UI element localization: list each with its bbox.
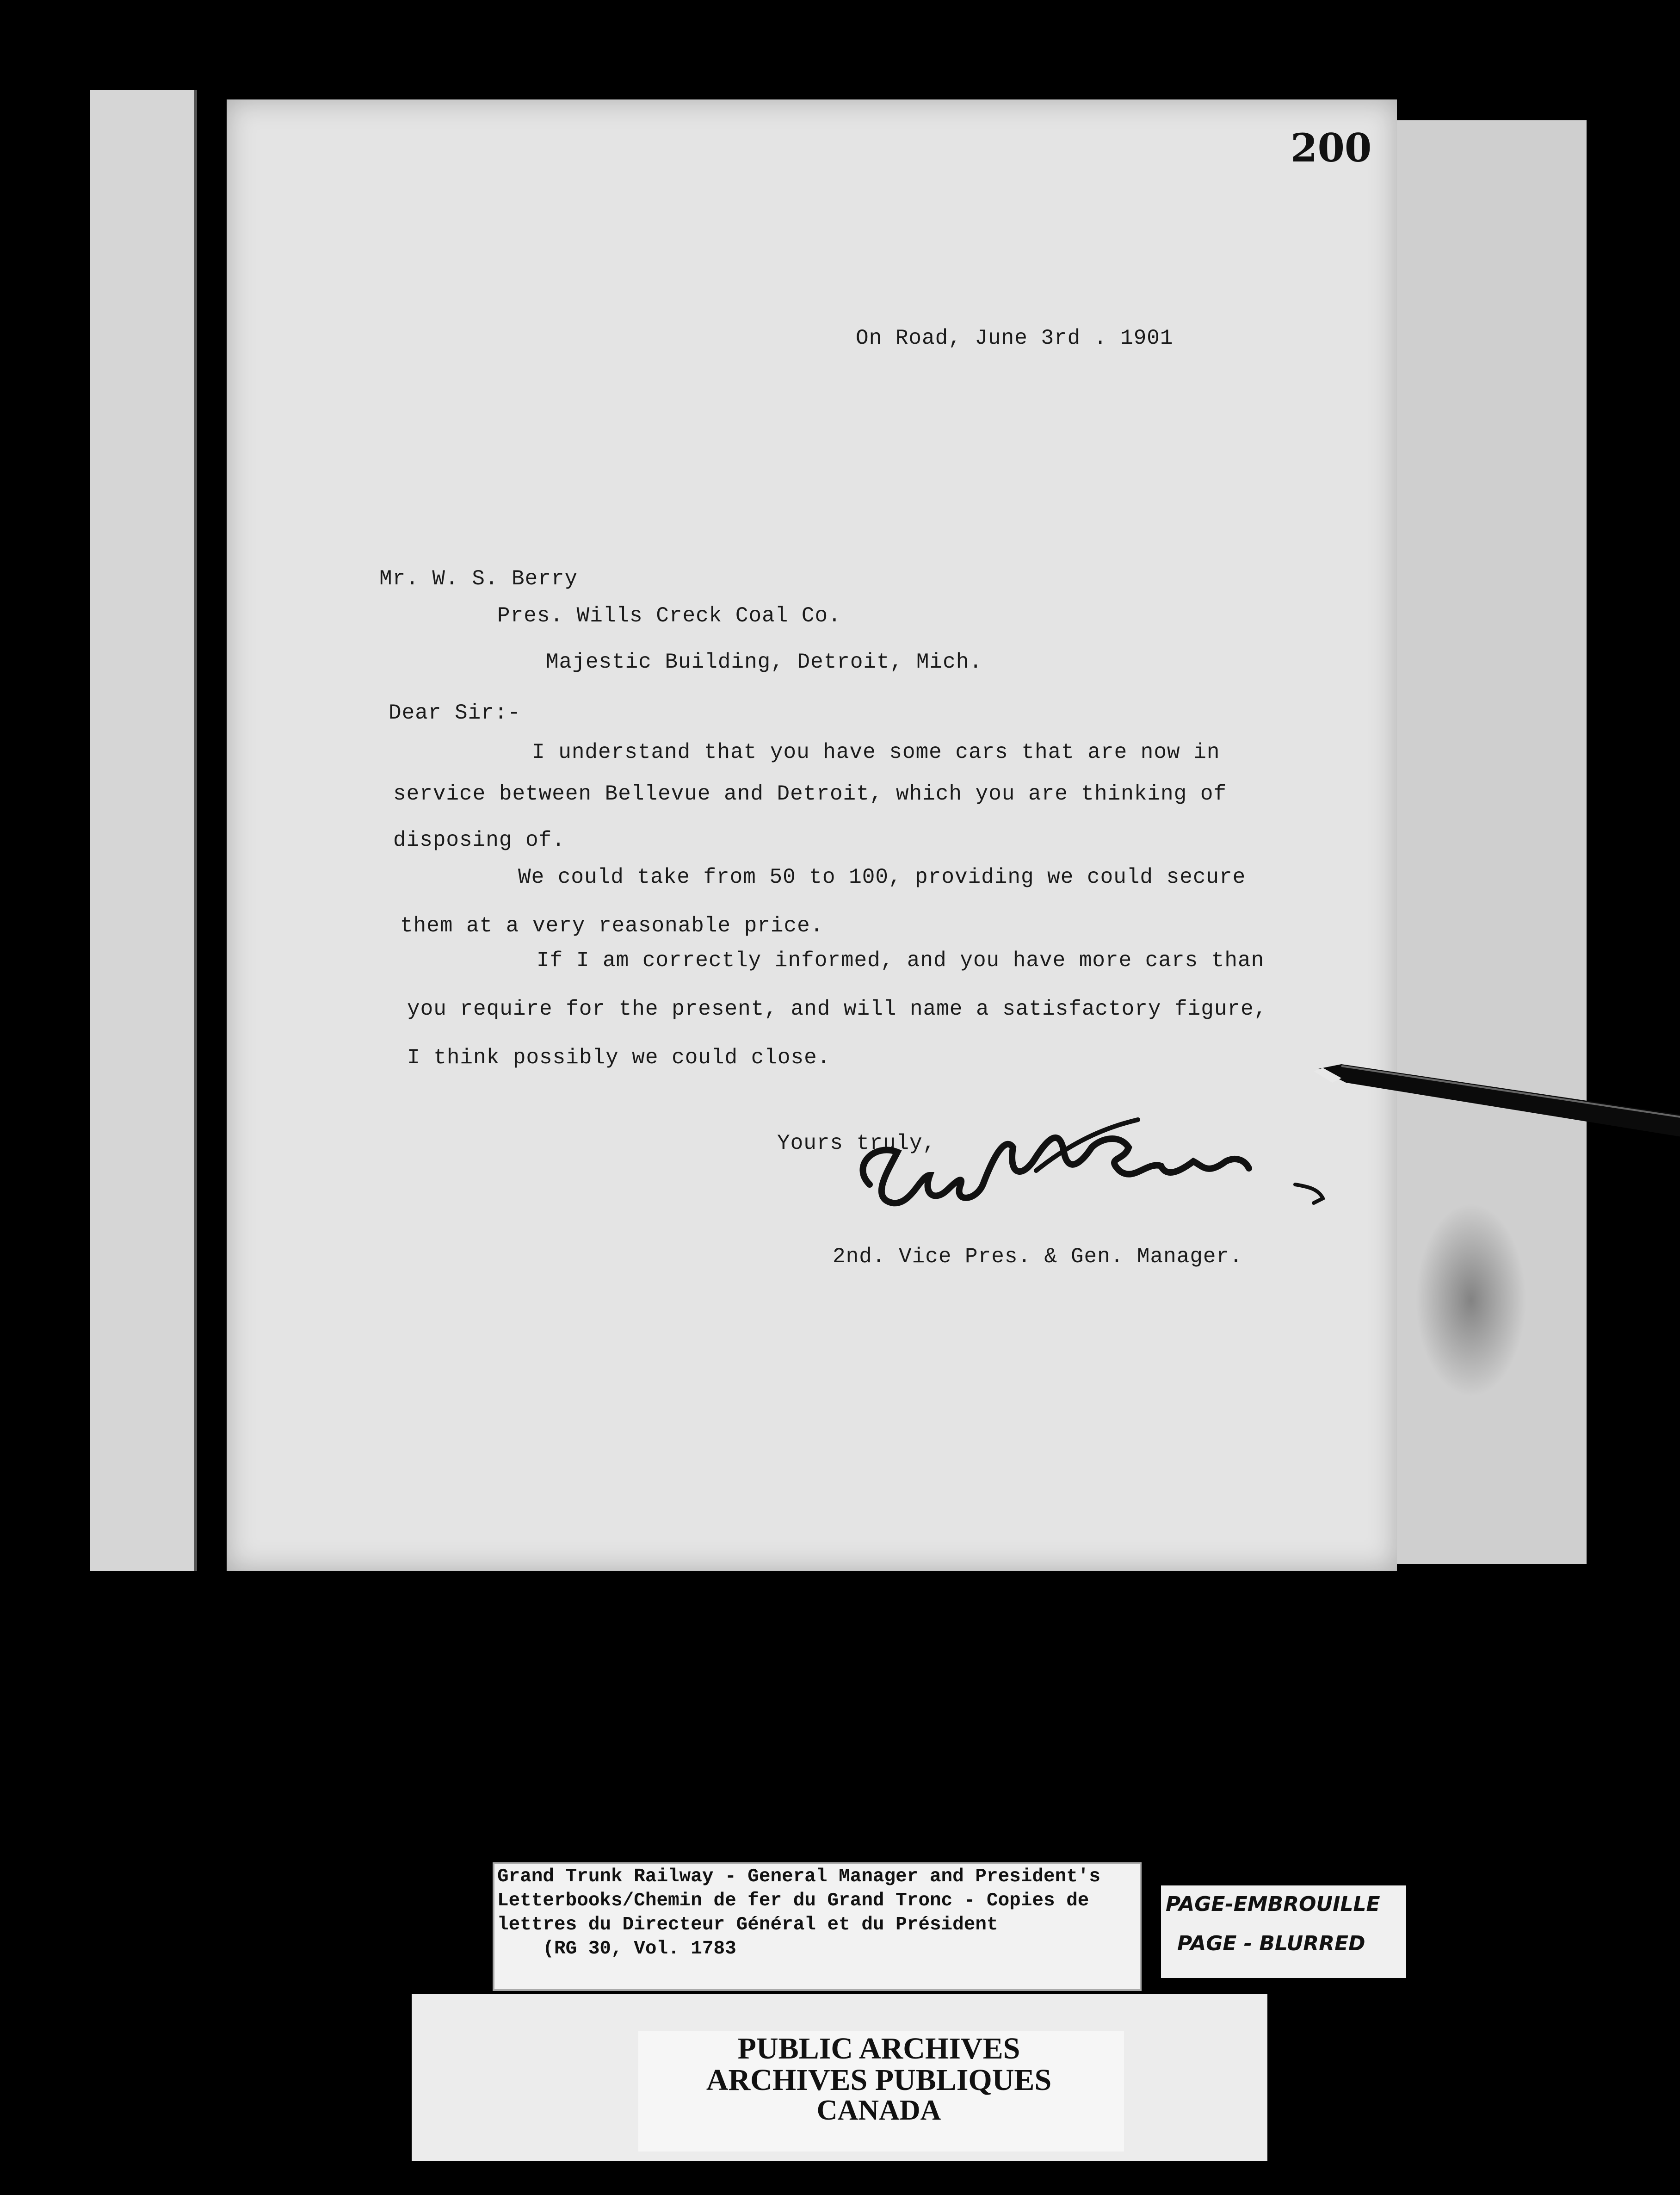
body-line: you require for the present, and will name a satisfactory figure, [407, 997, 1267, 1021]
left-page-edge [90, 90, 197, 1571]
body-line: service between Bellevue and Detroit, which you are thinking of [393, 782, 1227, 806]
body-line: If I am correctly informed, and you have more cars than [537, 949, 1265, 973]
pointer-pen [1314, 1060, 1680, 1152]
closing: Yours truly, [777, 1131, 936, 1155]
signature-title: 2nd. Vice Pres. & Gen. Manager. [833, 1245, 1243, 1269]
archives-line2: ARCHIVES PUBLIQUES [706, 2063, 1052, 2097]
salutation: Dear Sir:- [389, 701, 521, 725]
body-line: disposing of. [393, 828, 565, 852]
page-smudge [1415, 1203, 1526, 1397]
recipient-title: Pres. Wills Creck Coal Co. [497, 604, 841, 628]
page-number: 200 [1291, 125, 1372, 171]
archive-caption-text [497, 1865, 1136, 1961]
handwritten-note-line2: PAGE - BLURRED [1177, 1932, 1365, 1955]
caption-line: Grand Trunk Railway - General Manager and President's [497, 1866, 1101, 1887]
body-line: We could take from 50 to 100, providing we could secure [518, 865, 1246, 889]
caption-line: Letterbooks/Chemin de fer du Grand Tronc - Copies de [497, 1890, 1089, 1911]
recipient-address: Majestic Building, Detroit, Mich. [546, 650, 982, 674]
caption-line: lettres du Directeur Général et du Président [497, 1914, 998, 1935]
caption-line: (RG 30, Vol. 1783 [497, 1938, 736, 1959]
recipient-name: Mr. W. S. Berry [379, 567, 578, 591]
body-line: I understand that you have some cars that are now in [532, 740, 1220, 764]
handwritten-note-line1: PAGE-EMBROUILLE [1166, 1892, 1380, 1916]
archives-line3: CANADA [816, 2095, 941, 2126]
handwritten-signature [842, 1106, 1332, 1245]
archives-line1: PUBLIC ARCHIVES [737, 2032, 1020, 2065]
body-line: I think possibly we could close. [407, 1046, 831, 1070]
body-line: them at a very reasonable price. [400, 914, 824, 938]
letter-date: On Road, June 3rd . 1901 [856, 326, 1174, 350]
